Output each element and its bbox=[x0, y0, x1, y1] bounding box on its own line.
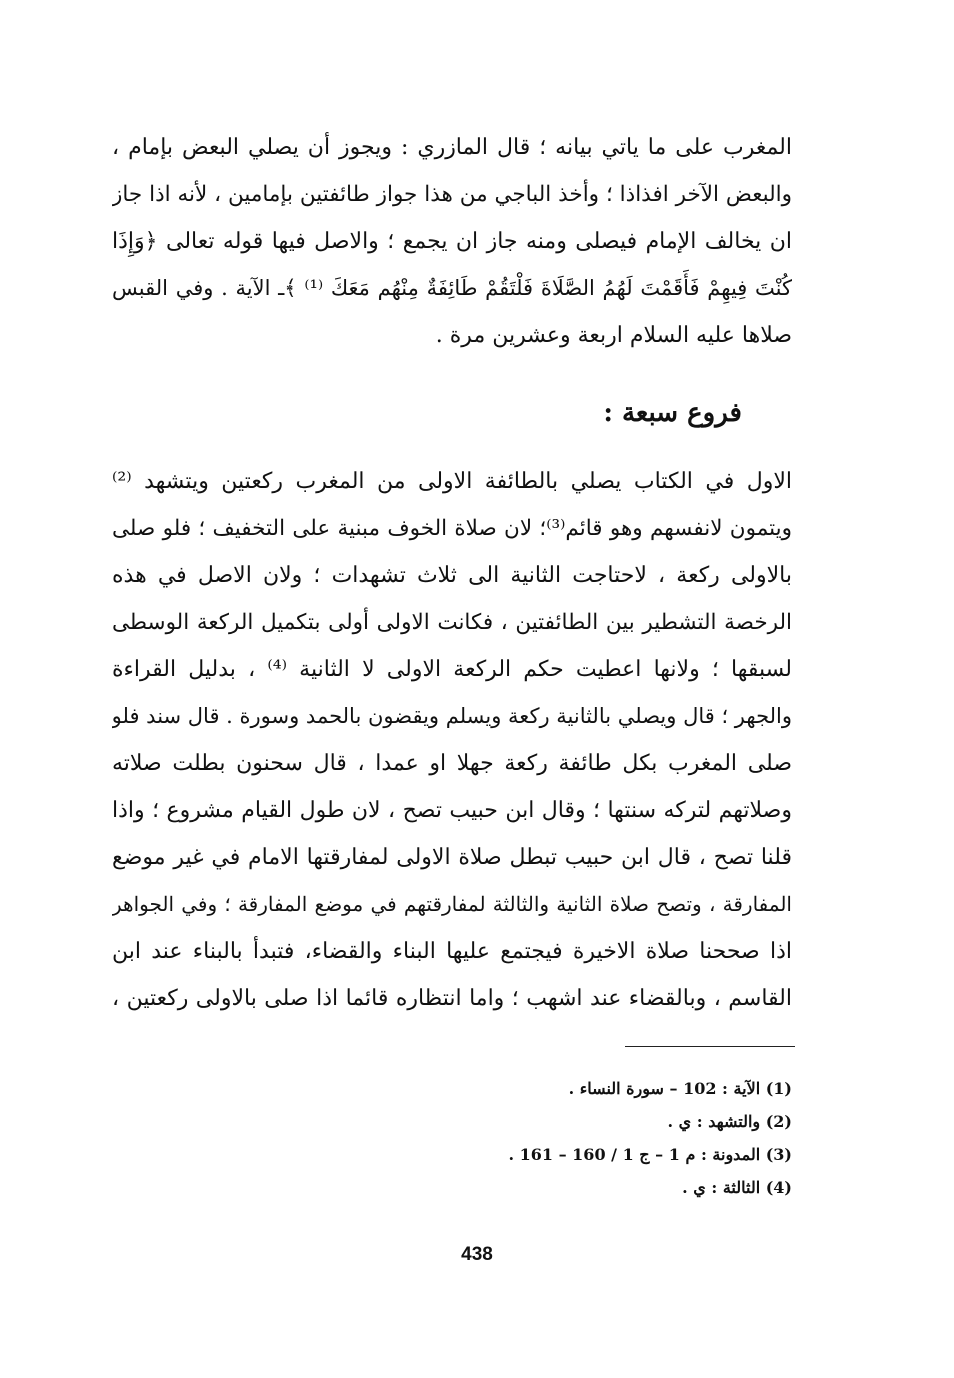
footnote-item: (1) الآية : 102 – سورة النساء . bbox=[568, 1079, 792, 1098]
page-number: 438 bbox=[461, 1244, 493, 1265]
text-line: المغرب على ما ياتي بيانه ؛ قال المازري : ويجوز أن يصلي البعض بإمام ، bbox=[112, 135, 792, 160]
text-line: صلى المغرب بكل طائفة ركعة جهلا او عمدا ، قال سحنون بطلت صلاته bbox=[112, 751, 792, 776]
text-line: قلنا تصح ، قال ابن حبيب تبطل صلاة الاولى لمفارقتها الامام في غير موضع bbox=[112, 845, 792, 870]
footnote-item: (3) المدونة : م 1 – ج 1 / 160 – 161 . bbox=[508, 1145, 792, 1164]
footnote-item: (4) الثالثة : ي . bbox=[682, 1178, 792, 1197]
text-line: لسبقها ؛ ولانها اعطيت حكم الركعة الاولى لا الثانية ⁽⁴⁾ ، بدليل القراءة bbox=[112, 657, 792, 682]
text-line: الاول في الكتاب يصلي بالطائفة الاولى من المغرب ركعتين ويتشهد ⁽²⁾ bbox=[112, 469, 792, 494]
paragraph-intro bbox=[112, 124, 792, 359]
text-line: ان يخالف الإمام فيصلى ومنه جاز ان يجمع ؛ والاصل فيها قوله تعالى ﴿وَإِذَا bbox=[112, 229, 792, 254]
text-line: الرخصة التشطير بين الطائفتين ، فكانت الاولى أولى بتكميل الركعة الوسطى bbox=[112, 610, 792, 635]
footnote-item: (2) والتشهد : ي . bbox=[667, 1112, 792, 1131]
section-heading: فروع سبعة : bbox=[603, 398, 742, 428]
text-line: المفارقة ، وتصح صلاة الثانية والثالثة لمفارقتهم في موضع المفارقة ؛ وفي الجواهر bbox=[112, 892, 792, 916]
text-line: بالاولى ركعة ، لاحتاجت الثانية الى ثلاث تشهدات ؛ ولان الاصل في هذه bbox=[112, 563, 792, 588]
text-line: وصلاتهم لتركه سنتها ؛ وقال ابن حبيب تصح ، لان طول القيام مشروع ؛ واذا bbox=[112, 798, 792, 823]
paragraph-main bbox=[112, 458, 792, 1069]
footnotes bbox=[508, 1072, 792, 1204]
text-line: اذا صححنا صلاة الاخيرة فيجتمع عليها البناء والقضاء، فتبدأ بالبناء عند ابن bbox=[112, 939, 792, 964]
footnote-divider bbox=[625, 1046, 795, 1047]
text-line: والبعض الآخر افذاذا ؛ وأخذ الباجي من هذا جواز طائفتين بإمامين ، لأنه اذا جاز bbox=[112, 182, 792, 207]
text-line: والجهر ؛ قال ويصلي بالثانية ركعة ويسلم ويقضون بالحمد وسورة . قال سند فلو bbox=[112, 704, 792, 728]
text-line: صلاها عليه السلام اربعة وعشرين مرة . bbox=[435, 323, 792, 348]
text-line: كُنْتَ فِيهِمْ فَأَقَمْتَ لَهُمُ الصَّلَاةَ فَلْتَقُمْ طَائِفَةٌ مِنْهُم مَعَكَ ⁽¹⁾ ﴾ـ الآية . وفي القبس bbox=[112, 276, 792, 300]
text-line: ويتمون لانفسهم وهو قائم⁽³⁾؛ لان صلاة الخوف مبنية على التخفيف ؛ فلو صلى bbox=[112, 516, 792, 541]
text-line: القاسم ، وبالقضاء عند اشهب ؛ واما انتظاره قائما اذا صلى بالاولى ركعتين ، bbox=[112, 986, 792, 1011]
